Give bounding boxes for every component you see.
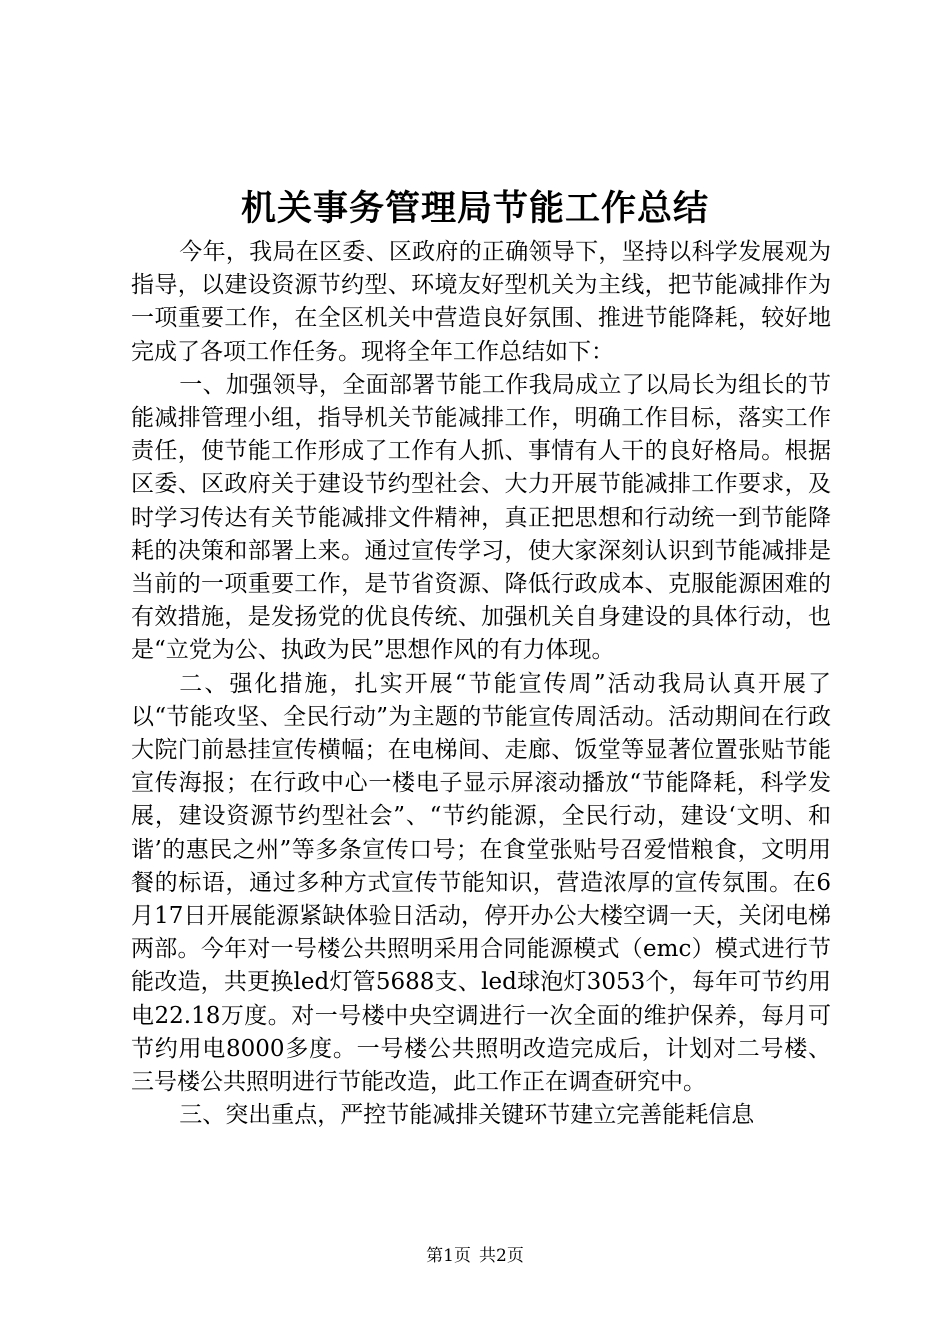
- page-footer: [0, 1244, 950, 1268]
- page-total: 共2页: [479, 1246, 524, 1266]
- document-body: [131, 236, 831, 1132]
- page-number: 第1页: [426, 1246, 471, 1266]
- document-title: 机关事务管理局节能工作总结: [240, 188, 709, 229]
- paragraph-intro: 今年，我局在区委、区政府的正确领导下，坚持以科学发展观为指导，以建设资源节约型、环境友好型机关为主线，把节能减排作为一项重要工作，在全区机关中营造良好氛围、推进节能降耗，较好地完成了各项工作任务。现将全年工作总结如下：: [131, 239, 831, 365]
- paragraph-section-1: 一、加强领导，全面部署节能工作我局成立了以局长为组长的节能减排管理小组，指导机关节能减排工作，明确工作目标，落实工作责任，使节能工作形成了工作有人抓、事情有人干的良好格局。根据区委、区政府关于建设节约型社会、大力开展节能减排工作要求，及时学习传达有关节能减排文件精神，真正把思想和行动统一到节能降耗的决策和部署上来。通过宣传学习，使大家深刻认识到节能减排是当前的一项重要工作，是节省资源、降低行政成本、克服能源困难的有效措施，是发扬党的优良传统、加强机关自身建设的具体行动，也是“立党为公、执政为民”思想作风的有力体现。: [131, 371, 831, 664]
- paragraph-section-3: 三、突出重点，严控节能减排关键环节建立完善能耗信息: [179, 1102, 755, 1129]
- paragraph-section-2: 二、强化措施，扎实开展“节能宣传周”活动我局认真开展了以“节能攻坚、全民行动”为主题的节能宣传周活动。活动期间在行政大院门前悬挂宣传横幅；在电梯间、走廊、饭堂等显著位置张贴节能宣传海报；在行政中心一楼电子显示屏滚动播放“节能降耗，科学发展，建设资源节约型社会”、“节约能源，全民行动，建设‘文明、和谐’的惠民之州”等多条宣传口号；在食堂张贴号召爱惜粮食，文明用餐的标语，通过多种方式宣传节能知识，营造浓厚的宣传氛围。在6月17日开展能源紧缺体验日活动，停开办公大楼空调一天，关闭电梯两部。今年对一号楼公共照明采用合同能源模式（emc）模式进行节能改造，共更换led灯管5688支、led球泡灯3053个，每年可节约用电22.18万度。对一号楼中央空调进行一次全面的维护保养，每月可节约用电8000多度。一号楼公共照明改造完成后，计划对二号楼、三号楼公共照明进行节能改造，此工作正在调查研究中。: [131, 670, 831, 1096]
